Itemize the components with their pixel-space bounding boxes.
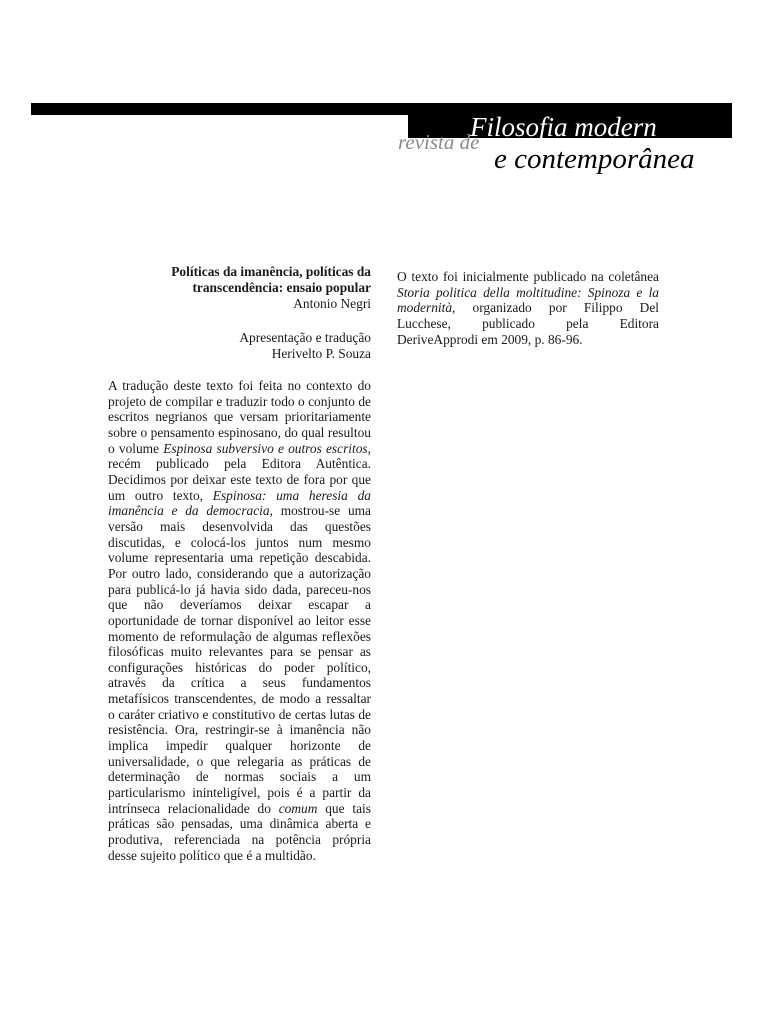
- intro-paragraph: A tradução deste texto foi feita no contexto do projeto de compilar e traduzir todo o conjunto de escritos negrianos que versam prioritariamente sobre o pensamento espinosano, do qual resultou o volume Espinosa subversivo e outros escritos, recém publicado pela Editora Autêntica. Decidimos por deixar este texto de fora por que um outro texto, Espinosa: uma heresia da imanência e da democracia, mostrou-se uma versão mais desenvolvida das questões discutidas, e colocá-los juntos num mesmo volume representaria uma repetição descabida. Por outro lado, considerando que a autorização para publicá-lo já havia sido dada, pareceu-nos que não deveríamos deixar escapar a oportunidade de tornar disponível ao leitor esse momento de reformulação de algumas reflexões filosóficas muito relevantes para se pensar as configurações históricas do poder político, através da crítica a seus fundamentos metafísicos transcendentes, de modo a ressaltar o caráter criativo e constitutivo de certas lutas de resistência. Ora, restringir-se à imanência não implica impedir qualquer horizonte de universalidade, o que relegaria as práticas de determinação de normas sociais a um particularismo ininteligível, pois é a partir da intrínseca relacionalidade do comum que tais práticas são pensadas, uma dinâmica aberta e produtiva, referenciada na potência própria desse sujeito político que é a multidão.: [108, 378, 372, 863]
- left-column: [108, 264, 371, 863]
- book-title-espinosa-subversivo: Espinosa subversivo e outros escritos,: [163, 440, 371, 456]
- translation-credit-label: Apresentação e tradução: [239, 330, 371, 345]
- collection-title: Storia politica della moltitudine: Spinoza e la modernità: [397, 284, 659, 316]
- masthead-title-line1: [470, 112, 760, 142]
- article-author: Antonio Negri: [293, 296, 371, 311]
- masthead-line1-end: a: [656, 112, 671, 142]
- book-title-heresia: Espinosa: uma heresia da imanência e da democracia: [108, 487, 371, 519]
- article-title: Políticas da imanência, políticas da transcendência: ensaio popular: [171, 264, 371, 295]
- masthead-title-line2: e contemporânea: [494, 143, 695, 175]
- masthead-revista: revista de: [398, 130, 480, 154]
- publication-note: O texto foi inicialmente publicado na coletânea Storia politica della moltitudine: Spinoza e la modernità, organizado por Filippo Del Lucchese, publicado pela Editora DeriveApprodi em 2009, p. 86-96.: [397, 269, 659, 347]
- header-rule: [31, 103, 410, 115]
- term-comum: comum: [278, 800, 318, 816]
- masthead-line1-main: Filosofia modern: [470, 112, 657, 142]
- translator-name: Herivelto P. Souza: [271, 346, 371, 361]
